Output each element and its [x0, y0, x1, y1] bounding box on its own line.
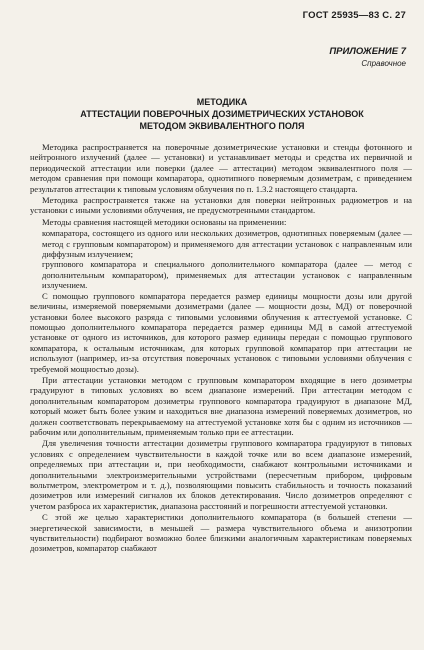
paragraph-accuracy: Для увеличения точности аттестации дозиметры группового компаратора градуируют в типовых условиях с определением чувствительности в каждой точке или во всем диапазоне измерений, определяемых при аттестации и, при необходимости, снабжают контрольными источниками и дополнительными электроизмерительными устройствами (пересчетным прибором, цифровым вольтметром, электрометром и т. д.), позволяющими повысить стабильность и точность показаний дозиметров или измерений сигналов их блоков детектирования. Число дозиметров определяют с учетом разброса их характеристик, диапазона расстояний и погрешности аттестуемой установки. [30, 438, 412, 511]
body-text [30, 142, 412, 555]
title-line-1: МЕТОДИКА [196, 97, 248, 107]
document-title [40, 96, 404, 132]
paragraph-calibration: При аттестации установки методом с групповым компаратором входящие в него дозиметры градуируют в типовых условиях во всем диапазоне измерений. При аттестации методом с дополнительным компаратором дозиметры группового компаратора градуируют в диапазоне МД, который может быть более узким и находиться вне диапазона измерений поверяемых дозиметров, но должен соответствовать перекрываемому на аттестуемой установке хотя бы с одним из источников — рабочим или дополнительным, применяемым только при ее аттестации. [30, 374, 412, 437]
standard-reference: ГОСТ 25935—83 С. 27 [302, 10, 406, 21]
appendix-label: ПРИЛОЖЕНИЕ 7 [329, 46, 406, 57]
list-item-additional-comparator: группового компаратора и специального дополнительного компаратора (далее — метод с дополнительным компаратором), применяемых для аттестации установок с направленным излучением. [42, 259, 412, 291]
title-line-3: МЕТОДОМ ЭКВИВАЛЕНТНОГО ПОЛЯ [139, 121, 305, 131]
paragraph-characteristics: С этой же целью характеристики дополнительного компаратора (в большей степени — энергетической зависимости, в меньшей — размера чувствительного объема и анизотропии чувствительности) подбирают возможно более близкими аналогичным характеристикам поверяемых дозиметров, компаратор снабжают [30, 512, 412, 554]
list-item-group-comparator: компаратора, состоящего из одного или нескольких дозиметров, однотипных поверяемым (далее — метод с групповым компаратором) и применяемого для аттестации установок с направленным или диффузным излучением; [42, 228, 412, 260]
paragraph-transfer: С помощью группового компаратора передается размер единицы мощности дозы или другой величины, измеряемой поверяемыми дозиметрами (далее — мощности дозы, МД) от поверочной установки более высокого разряда с типовыми условиями облучения к аттестуемой установке. С помощью дополнительного компаратора передается размер единицы МД в самой аттестуемой установке от одного из источников, для которого размер единицы передан с помощью группового компаратора, к остальным источникам, для которых групповой компаратор при аттестации не используют (например, из-за отсутствия поверочных установок с типовыми условиями облучения с требуемой мощностью дозы). [30, 290, 412, 374]
appendix-note: Справочное [361, 59, 406, 68]
title-line-2: АТТЕСТАЦИИ ПОВЕРОЧНЫХ ДОЗИМЕТРИЧЕСКИХ УСТАНОВОК [80, 109, 364, 119]
paragraph-scope: Методика распространяется на поверочные дозиметрические установки и стенды фотонного и нейтронного излучений (далее — установки) и устанавливает методы и средства их первичной и периодической аттестации или поверки (далее — аттестации) методом эквивалентного поля — методом сравнения при помощи компаратора, однотипного поверяемым дозиметрам, с приведением результатов аттестации к типовым условиям облучения по п. 1.3.2 настоящего стандарта. [30, 142, 412, 194]
paragraph-methods-intro: Методы сравнения настоящей методики основаны на применении: [42, 216, 287, 227]
paragraph-scope-extension: Методика распространяется также на установки для поверки нейтронных радиометров и на установки с иными условиями облучения, не предусмотренными стандартом. [30, 195, 412, 216]
